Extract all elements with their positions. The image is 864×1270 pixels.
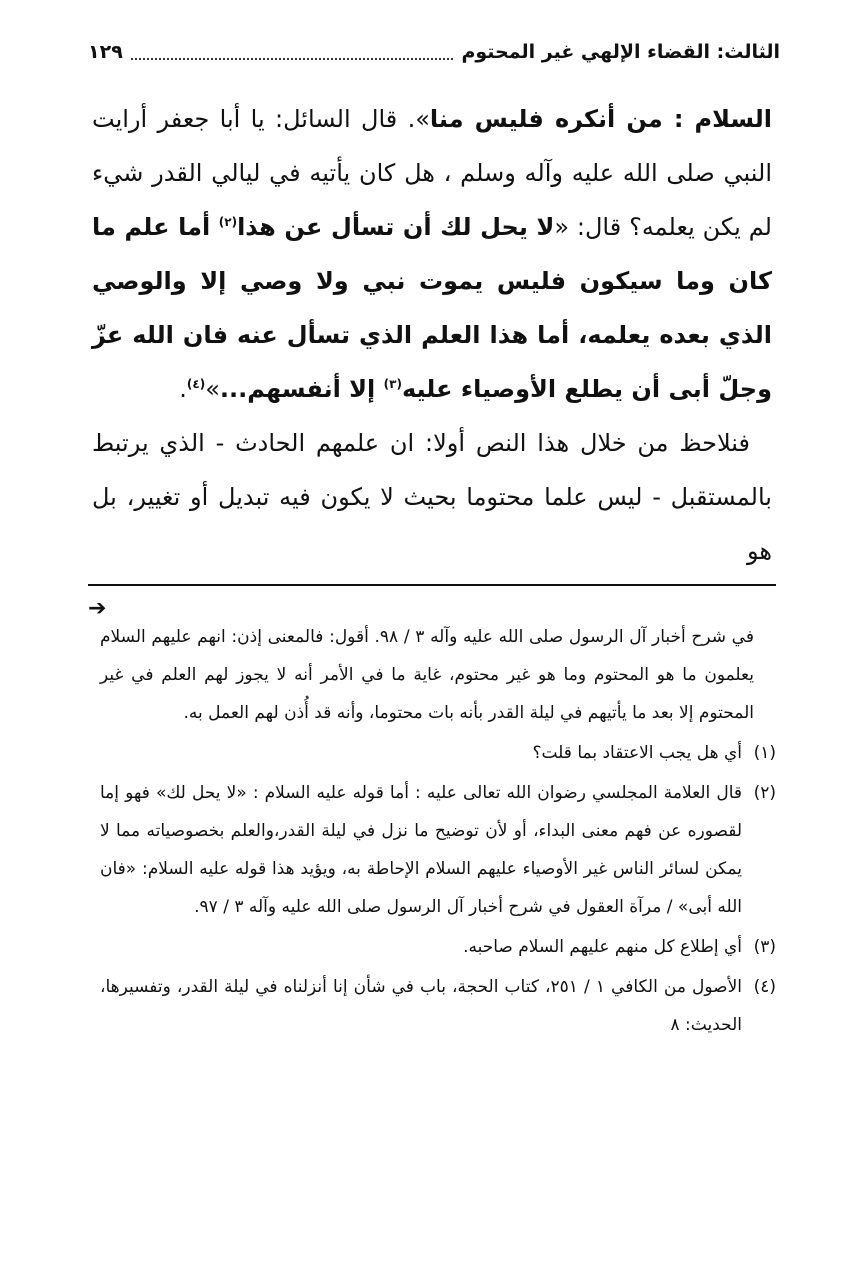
chapter-title: الثالث: القضاء الإلهي غير المحتوم [461, 41, 780, 63]
quote-segment-bold-5: إلا أنفسهم... [219, 375, 384, 403]
footnote-number: (٢) [753, 783, 776, 803]
main-text [92, 92, 772, 578]
quote-segment-bold-1: السلام : من أنكره فليس منا [429, 105, 773, 133]
running-header [88, 34, 780, 70]
continuation-arrow-icon: ➔ [88, 596, 107, 621]
main-paragraph-2: فنلاحظ من خلال هذا النص أولا: ان علمهم الحادث - الذي يرتبط بالمستقبل - ليس علما محتوما بحيث لا يكون فيه تبديل أو تغيير، بل هو [92, 429, 772, 565]
footnote-number: (١) [753, 743, 776, 763]
footnote-text: أي إطلاع كل منهم عليهم السلام صاحبه. [463, 937, 742, 957]
quote-segment-bold-4: أما علم ما كان وما سيكون فليس يموت نبي ولا وصي إلا والوصي الذي بعده يعلمه، أما هذا العلم الذي تسأل عنه فان الله عزّ وجلّ أبى أن يطلع الأوصياء عليه [92, 213, 772, 403]
footnote-ref-2[interactable]: (٢) [218, 215, 238, 229]
quote-segment-2: ». قال السائل: يا أبا جعفر أرايت النبي صلى الله عليه وآله وسلم ، هل كان يأتيه في ليالي القدر شيء لم يكن يعلمه؟ قال: « [92, 105, 772, 241]
footnotes [100, 618, 776, 1044]
header-dot-leader [131, 44, 454, 60]
period: . [179, 375, 187, 403]
footnote-1 [100, 734, 776, 772]
footnote-4 [100, 968, 776, 1044]
quote-close: » [205, 375, 220, 403]
footnote-ref-4[interactable]: (٤) [186, 377, 206, 391]
footnote-number: (٤) [753, 977, 776, 997]
footnote-ref-3[interactable]: (٣) [383, 377, 402, 391]
footnote-continued: في شرح أخبار آل الرسول صلى الله عليه وآله ٣ / ٩٨. أقول: فالمعنى إذن: انهم عليهم السلام يعلمون ما هو المحتوم وما هو غير محتوم، غاية ما في الأمر أنه لا يجوز لهم العلم في غير المحتوم إلا بعد ما يأتيهم في ليلة القدر بأنه بات محتوما، وأنه قد أُذن لهم العمل به. [100, 627, 754, 723]
footnote-3 [100, 928, 776, 966]
main-paragraph-1 [92, 92, 772, 416]
page-number: ١٢٩ [88, 41, 123, 63]
footnote-2 [100, 774, 776, 926]
footnote-separator [88, 584, 776, 586]
footnote-text: أي هل يجب الاعتقاد بما قلت؟ [532, 743, 742, 763]
footnote-text: الأصول من الكافي ١ / ٢٥١، كتاب الحجة، باب في شأن إنا أنزلناه في ليلة القدر، وتفسيرها، الحديث: ٨ [100, 977, 742, 1035]
footnote-number: (٣) [753, 937, 776, 957]
footnote-text: قال العلامة المجلسي رضوان الله تعالى عليه : أما قوله عليه السلام : «لا يحل لك» فهو إما لقصوره عن فهم معنى البداء، أو لأن توضيح ما نزل في ليلة القدر،والعلم بخصوصياته مما لا يمكن لسائر الناس غير الأوصياء عليهم السلام الإحاطة به، ويؤيد هذا قوله عليه السلام: «فان الله أبى» / مرآة العقول في شرح أخبار آل الرسول صلى الله عليه وآله ٣ / ٩٧. [100, 783, 742, 917]
quote-segment-bold-3: لا يحل لك أن تسأل عن هذا [237, 213, 555, 241]
